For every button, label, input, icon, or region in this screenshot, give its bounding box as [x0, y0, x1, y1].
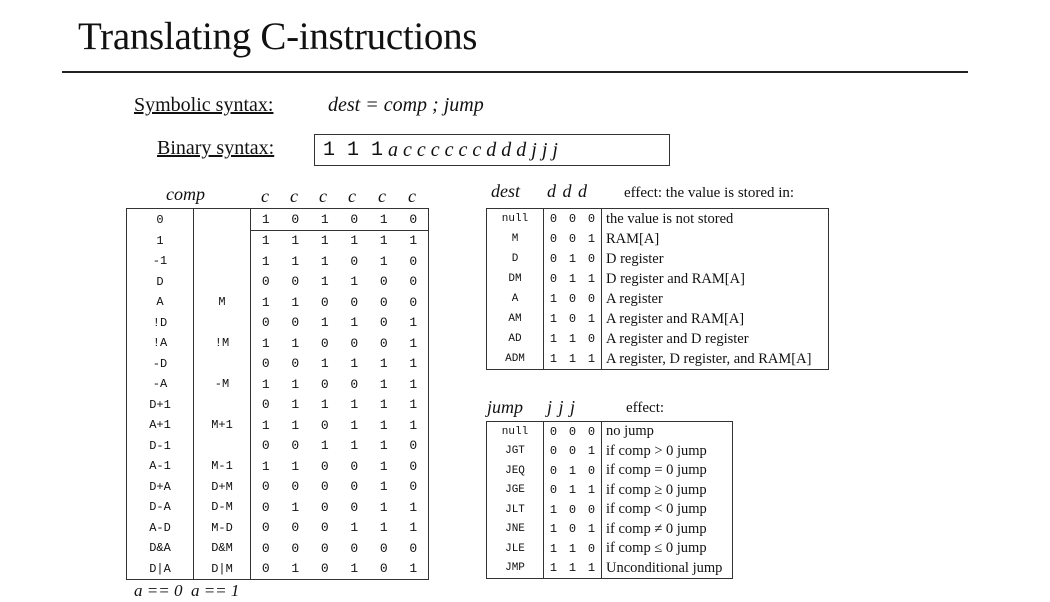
comp-bit-cell: 0 [291, 315, 300, 331]
jump-bit-cell: 1 [582, 520, 602, 540]
jump-bit-cell: 0 [549, 424, 558, 439]
comp-bit-cell: 1 [409, 335, 418, 351]
dest-effect-cell: the value is not stored [606, 210, 734, 227]
comp-bit-cell: 1 [350, 417, 359, 433]
dest-mnemonic-cell: DM [487, 269, 544, 289]
jump-effect-header: effect: [626, 400, 665, 416]
jump-row [487, 520, 733, 540]
dest-mnemonic-cell: null [487, 209, 544, 230]
comp-bit-cell: 1 [261, 294, 270, 310]
comp-bit-cell: 0 [281, 209, 311, 231]
comp-bit-cell: 1 [350, 274, 359, 290]
jump-effect-cell: if comp > 0 jump [606, 442, 707, 459]
comp-bit-header: c [408, 186, 416, 206]
comp-bit-cell: 1 [379, 479, 388, 495]
dest-bit-cell: 0 [549, 232, 558, 246]
dest-bit-cell: 1 [582, 309, 602, 329]
jump-effect-cell: if comp < 0 jump [606, 501, 707, 518]
comp-a1-cell: -M [194, 374, 251, 395]
dest-bit-cell: 0 [549, 272, 558, 286]
dest-effect-cell: A register and D register [606, 330, 749, 347]
dest-effect-cell: A register and RAM[A] [606, 310, 745, 327]
symbolic-syntax-value: dest = comp ; jump [328, 94, 484, 116]
jump-bit-cell: 0 [582, 461, 602, 481]
comp-bit-cell: 0 [261, 397, 270, 413]
comp-bit-header: c [378, 186, 386, 206]
comp-bit-cell: 0 [409, 458, 418, 474]
comp-bit-cell: 0 [261, 315, 270, 331]
jump-effect-cell: if comp ≠ 0 jump [606, 520, 707, 537]
comp-a0-cell: A [127, 292, 194, 313]
comp-bit-cell: 0 [320, 294, 329, 310]
comp-bit-cell: 1 [350, 397, 359, 413]
dest-bit-cell: 0 [582, 289, 602, 309]
dest-effect-header: effect: the value is stored in: [624, 185, 795, 201]
comp-bit-cell: 0 [291, 274, 300, 290]
dest-bit-cell: 0 [582, 249, 602, 269]
slide-title: Translating C-instructions [78, 15, 478, 58]
jump-bit-cell: 0 [549, 483, 558, 498]
dest-row [487, 329, 829, 349]
comp-bit-cell: 1 [291, 335, 300, 351]
comp-bit-cell: 0 [350, 335, 359, 351]
jump-bit-cell: 0 [582, 500, 602, 520]
jump-effect-cell: Unconditional jump [606, 559, 723, 576]
jump-bit-cell: 0 [568, 444, 577, 459]
comp-row [127, 333, 429, 354]
title-divider [62, 71, 968, 73]
comp-bit-cell: 1 [379, 458, 388, 474]
comp-row [127, 538, 429, 559]
jump-bit-cell: 1 [568, 561, 577, 576]
comp-a0-cell: !A [127, 333, 194, 354]
jump-row [487, 442, 733, 462]
dest-row [487, 309, 829, 329]
dest-bit-cell: 0 [549, 212, 558, 226]
comp-bit-cell: 0 [261, 356, 270, 372]
dest-bit-cell: 0 [549, 252, 558, 266]
comp-bit-cell: 0 [291, 356, 300, 372]
jump-row [487, 559, 733, 579]
dest-bit-cell: 1 [549, 332, 558, 346]
jump-bit-cell: 0 [582, 539, 602, 559]
comp-bit-cell: 1 [291, 499, 300, 515]
comp-bit-cell: 0 [409, 438, 418, 454]
comp-bit-cell: 1 [379, 417, 388, 433]
dest-bit-cell: 1 [582, 349, 602, 370]
comp-a1-cell: M [194, 292, 251, 313]
comp-bit-cell: 0 [399, 209, 429, 231]
comp-a1-cell: M+1 [194, 415, 251, 436]
comp-bit-cell: 1 [320, 315, 329, 331]
comp-bit-cell: 0 [261, 499, 270, 515]
comp-bit-cell: 1 [291, 561, 300, 577]
comp-bit-cell: 0 [409, 253, 418, 269]
comp-a1-cell: D+M [194, 477, 251, 498]
jump-row [487, 500, 733, 520]
comp-bit-cell: 1 [409, 499, 418, 515]
comp-a0-cell: D|A [127, 559, 194, 580]
jump-mnemonic-cell: JMP [487, 559, 544, 579]
dest-row [487, 349, 829, 370]
comp-a1-cell: D&M [194, 538, 251, 559]
comp-bit-cell: 0 [340, 209, 370, 231]
comp-a0-cell: !D [127, 313, 194, 334]
comp-bit-cell: 1 [291, 253, 300, 269]
jump-bit-cell: 1 [568, 463, 577, 478]
comp-bit-cell: 1 [379, 253, 388, 269]
comp-row [127, 518, 429, 539]
dest-row [487, 269, 829, 289]
jump-mnemonic-cell: JNE [487, 520, 544, 540]
dest-mnemonic-cell: A [487, 289, 544, 309]
comp-bit-cell: 1 [261, 417, 270, 433]
dest-mnemonic-cell: AM [487, 309, 544, 329]
comp-bit-cell: 1 [379, 356, 388, 372]
comp-bit-cell: 0 [350, 294, 359, 310]
comp-bit-cell: 1 [291, 233, 300, 249]
comp-a0-cell: D [127, 272, 194, 293]
jump-table [486, 421, 733, 579]
dest-bit-cell: 1 [568, 352, 577, 366]
comp-a1-cell: M-1 [194, 456, 251, 477]
dest-table [486, 208, 829, 370]
comp-bit-cell: 0 [320, 417, 329, 433]
dest-bit-cell: 0 [582, 209, 602, 230]
jump-effect-cell: if comp ≤ 0 jump [606, 540, 707, 557]
dest-bit-cell: 1 [568, 252, 577, 266]
dest-effect-cell: A register, D register, and RAM[A] [606, 350, 812, 367]
footer-a0: a == 0 [134, 581, 183, 600]
comp-bit-cell: 0 [379, 561, 388, 577]
jump-mnemonic-cell: JLE [487, 539, 544, 559]
comp-bit-cell: 0 [409, 274, 418, 290]
dest-effect-cell: RAM[A] [606, 230, 660, 247]
comp-bit-cell: 1 [409, 315, 418, 331]
jump-row [487, 422, 733, 442]
comp-a1-cell: D|M [194, 559, 251, 580]
comp-row [127, 436, 429, 457]
comp-bit-cell: 0 [320, 335, 329, 351]
jump-mnemonic-cell: JGE [487, 481, 544, 501]
comp-row [127, 251, 429, 272]
comp-bit-cell: 0 [320, 540, 329, 556]
comp-bit-header: c [348, 186, 356, 206]
comp-bit-cell: 1 [261, 458, 270, 474]
jump-mnemonic-cell: JEQ [487, 461, 544, 481]
jump-row [487, 539, 733, 559]
jump-bit-cell: 1 [549, 522, 558, 537]
comp-bit-cell: 1 [350, 315, 359, 331]
comp-bit-cell: 1 [350, 233, 359, 249]
jump-bit-cell: 0 [568, 424, 577, 439]
footer-a1: a == 1 [190, 581, 240, 600]
comp-bit-cell: 1 [320, 253, 329, 269]
comp-bit-cell: 1 [379, 499, 388, 515]
comp-row [127, 230, 429, 251]
comp-bit-cell: 0 [409, 294, 418, 310]
comp-bit-cell: 1 [409, 233, 418, 249]
dest-bit-cell: 0 [568, 212, 577, 226]
dest-effect-cell: A register [606, 290, 663, 307]
binary-fields: a c c c c c c d d d j j j [388, 138, 558, 161]
dest-bit-cell: 0 [568, 292, 577, 306]
comp-a0-cell: D+A [127, 477, 194, 498]
comp-bit-cell: 1 [251, 209, 281, 231]
jump-bit-cell: 0 [568, 502, 577, 517]
dest-effect-cell: D register and RAM[A] [606, 270, 745, 287]
comp-a1-cell: D-M [194, 497, 251, 518]
comp-a1-cell: !M [194, 333, 251, 354]
dest-effect-cell: D register [606, 250, 664, 267]
comp-bit-cell: 0 [320, 520, 329, 536]
binary-syntax-label: Binary syntax: [157, 137, 275, 159]
dest-bit-cell: 1 [568, 332, 577, 346]
comp-bit-cell: 0 [379, 540, 388, 556]
comp-a1-cell [194, 436, 251, 457]
comp-bit-cell: 0 [261, 540, 270, 556]
comp-bit-cell: 0 [379, 335, 388, 351]
jump-bit-cell: 1 [568, 541, 577, 556]
jump-mnemonic-cell: JGT [487, 442, 544, 462]
jump-bit-cell: 0 [582, 422, 602, 442]
comp-row [127, 313, 429, 334]
comp-bit-cell: 0 [320, 499, 329, 515]
comp-bit-header: c [319, 186, 327, 206]
comp-bit-cell: 1 [350, 438, 359, 454]
comp-bit-cell: 0 [350, 458, 359, 474]
dest-mnemonic-cell: ADM [487, 349, 544, 370]
comp-bit-cell: 0 [350, 253, 359, 269]
jump-row [487, 461, 733, 481]
comp-a0-cell: 0 [127, 209, 194, 231]
comp-bit-cell: 1 [379, 438, 388, 454]
comp-a0-cell: 1 [127, 230, 194, 251]
comp-header: comp [166, 184, 205, 204]
comp-bit-cell: 1 [310, 209, 340, 231]
comp-bit-cell: 0 [320, 561, 329, 577]
comp-bit-cell: 0 [320, 479, 329, 495]
comp-bit-cell: 1 [379, 376, 388, 392]
comp-a0-cell: -A [127, 374, 194, 395]
comp-bit-cell: 0 [409, 540, 418, 556]
comp-bit-cell: 0 [379, 294, 388, 310]
comp-a0-cell: D&A [127, 538, 194, 559]
comp-row [127, 374, 429, 395]
comp-bit-cell: 0 [350, 479, 359, 495]
comp-bit-cell: 1 [350, 356, 359, 372]
dest-bit-cell: 1 [568, 272, 577, 286]
comp-a1-cell: M-D [194, 518, 251, 539]
dest-bit-cell: 0 [568, 232, 577, 246]
comp-row [127, 395, 429, 416]
dest-row [487, 289, 829, 309]
binary-prefix: 1 1 1 [323, 138, 384, 162]
jump-bit-cell: 1 [582, 559, 602, 579]
comp-bit-cell: 1 [350, 561, 359, 577]
comp-bit-cell: 0 [320, 376, 329, 392]
comp-bit-cell: 1 [261, 376, 270, 392]
dest-bit-cell: 0 [568, 312, 577, 326]
comp-bit-cell: 1 [320, 356, 329, 372]
comp-row [127, 559, 429, 580]
dest-bit-cell: 0 [582, 329, 602, 349]
jump-bit-cell: 1 [582, 481, 602, 501]
comp-a1-cell [194, 251, 251, 272]
comp-bit-cell: 1 [291, 458, 300, 474]
binary-syntax-box [314, 134, 670, 166]
comp-a1-cell [194, 313, 251, 334]
jump-mnemonic-cell: JLT [487, 500, 544, 520]
comp-bit-cell: 0 [379, 274, 388, 290]
comp-a1-cell [194, 209, 251, 231]
comp-bit-cell: 1 [369, 209, 399, 231]
comp-bit-header: c [261, 186, 269, 206]
comp-bit-cell: 1 [320, 233, 329, 249]
comp-row [127, 477, 429, 498]
comp-a0-cell: -D [127, 354, 194, 375]
dest-row [487, 209, 829, 230]
comp-a1-cell [194, 230, 251, 251]
comp-bit-cell: 0 [261, 520, 270, 536]
comp-bit-cell: 1 [261, 335, 270, 351]
comp-bit-cell: 1 [320, 397, 329, 413]
dest-mnemonic-cell: M [487, 229, 544, 249]
comp-row [127, 354, 429, 375]
dest-bit-cell: 1 [549, 312, 558, 326]
comp-bit-cell: 1 [409, 356, 418, 372]
dest-bits-header: d d d [547, 181, 587, 201]
comp-bit-cell: 1 [350, 520, 359, 536]
comp-bit-cell: 1 [291, 417, 300, 433]
dest-header: dest [491, 181, 520, 201]
comp-bit-cell: 0 [350, 540, 359, 556]
comp-table [126, 208, 429, 580]
comp-bit-cell: 1 [291, 397, 300, 413]
comp-bit-cell: 1 [379, 233, 388, 249]
dest-bit-cell: 1 [549, 292, 558, 306]
comp-footer [134, 581, 239, 601]
symbolic-syntax-label: Symbolic syntax: [134, 94, 274, 116]
comp-row [127, 415, 429, 436]
comp-a0-cell: -1 [127, 251, 194, 272]
comp-bit-cell: 0 [379, 315, 388, 331]
comp-bit-cell: 0 [350, 499, 359, 515]
comp-bit-cell: 1 [261, 253, 270, 269]
comp-row [127, 497, 429, 518]
dest-bit-cell: 1 [582, 229, 602, 249]
dest-mnemonic-cell: AD [487, 329, 544, 349]
jump-row [487, 481, 733, 501]
jump-bit-cell: 1 [549, 561, 558, 576]
jump-bit-cell: 1 [568, 483, 577, 498]
comp-bit-cell: 0 [291, 540, 300, 556]
comp-row [127, 209, 429, 231]
comp-bit-cell: 1 [409, 520, 418, 536]
jump-effect-cell: if comp = 0 jump [606, 462, 707, 479]
dest-row [487, 229, 829, 249]
comp-bit-cell: 0 [350, 376, 359, 392]
jump-effect-cell: if comp ≥ 0 jump [606, 481, 707, 498]
comp-a0-cell: D-1 [127, 436, 194, 457]
comp-a0-cell: A-1 [127, 456, 194, 477]
comp-bit-cell: 1 [261, 233, 270, 249]
comp-a0-cell: D-A [127, 497, 194, 518]
comp-bit-cell: 1 [320, 274, 329, 290]
comp-bit-cell: 1 [409, 397, 418, 413]
dest-row [487, 249, 829, 269]
comp-row [127, 272, 429, 293]
jump-bit-cell: 1 [549, 541, 558, 556]
jump-bit-cell: 1 [582, 442, 602, 462]
comp-bit-cell: 0 [409, 479, 418, 495]
comp-a1-cell [194, 395, 251, 416]
comp-bit-cell: 0 [291, 438, 300, 454]
comp-a0-cell: A-D [127, 518, 194, 539]
comp-bit-cell: 1 [320, 438, 329, 454]
comp-row [127, 456, 429, 477]
comp-bit-cell: 1 [379, 397, 388, 413]
jump-bit-cell: 0 [549, 463, 558, 478]
jump-bits-header: j j j [547, 397, 576, 417]
comp-bit-cell: 1 [409, 376, 418, 392]
comp-bit-cell: 1 [409, 561, 418, 577]
comp-bit-cell: 1 [291, 294, 300, 310]
comp-a1-cell [194, 272, 251, 293]
dest-bit-cell: 1 [582, 269, 602, 289]
jump-bit-cell: 0 [568, 522, 577, 537]
comp-bit-cell: 1 [291, 376, 300, 392]
comp-bit-cell: 0 [261, 561, 270, 577]
comp-bit-cell: 0 [261, 438, 270, 454]
comp-bit-cell: 0 [261, 479, 270, 495]
comp-a1-cell [194, 354, 251, 375]
jump-header: jump [487, 397, 523, 417]
comp-bit-header: c [290, 186, 298, 206]
jump-effect-cell: no jump [606, 423, 654, 440]
comp-a0-cell: A+1 [127, 415, 194, 436]
jump-bit-cell: 1 [549, 502, 558, 517]
comp-bit-cell: 1 [409, 417, 418, 433]
comp-row [127, 292, 429, 313]
comp-bit-cell: 0 [320, 458, 329, 474]
dest-bit-cell: 1 [549, 352, 558, 366]
dest-mnemonic-cell: D [487, 249, 544, 269]
comp-bit-cell: 0 [291, 520, 300, 536]
comp-bit-cell: 1 [379, 520, 388, 536]
comp-bit-cell: 0 [261, 274, 270, 290]
jump-bit-cell: 0 [549, 444, 558, 459]
jump-mnemonic-cell: null [487, 422, 544, 442]
comp-bit-cell: 0 [291, 479, 300, 495]
comp-a0-cell: D+1 [127, 395, 194, 416]
